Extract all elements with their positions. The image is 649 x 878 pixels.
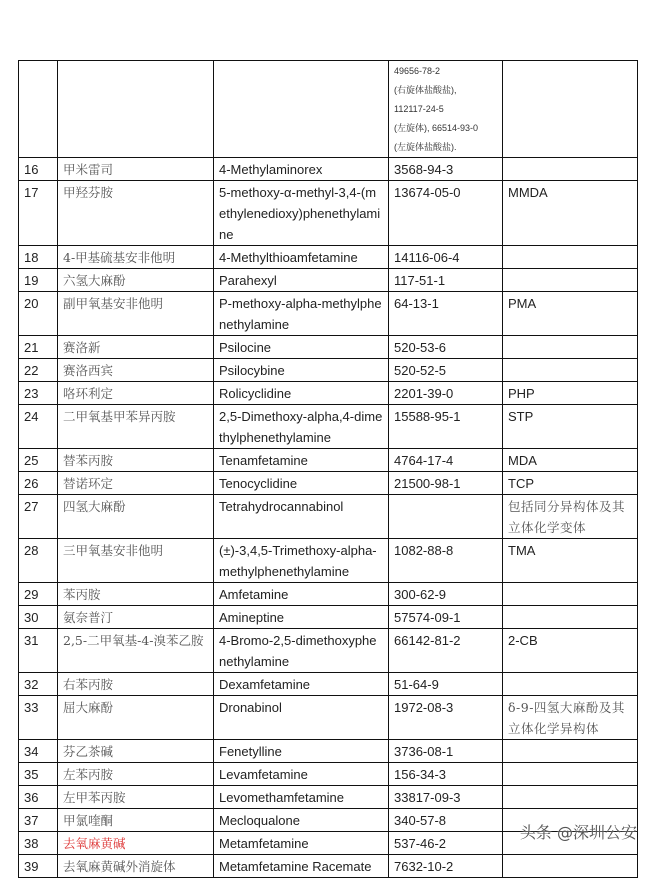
table-row [19,539,638,583]
cell-no: 27 [19,495,58,539]
table-row [19,786,638,809]
cell-cas: 7632-10-2 [389,855,503,878]
cell-note [503,583,638,606]
cell-en-name: Levomethamfetamine [214,786,389,809]
cell-cas: 13674-05-0 [389,181,503,246]
table-row [19,336,638,359]
cell-no: 33 [19,696,58,740]
cell-en-name: Dexamfetamine [214,673,389,696]
cell-note: MMDA [503,181,638,246]
cell-note [503,763,638,786]
cell-en-name: Levamfetamine [214,763,389,786]
cell-no: 21 [19,336,58,359]
cell-cn-name: 4-甲基硫基安非他明 [58,246,214,269]
cell-cn-name: 四氢大麻酚 [58,495,214,539]
cell-no: 29 [19,583,58,606]
table-row [19,696,638,740]
cell-no: 24 [19,405,58,449]
cell-no: 32 [19,673,58,696]
watermark: 头条 @深圳公安 [519,823,637,842]
cell-cas: 117-51-1 [389,269,503,292]
cell-en-name: Dronabinol [214,696,389,740]
cell-cas: 51-64-9 [389,673,503,696]
table-row [19,606,638,629]
cell-cas: 520-52-5 [389,359,503,382]
cell-cn-name: 左甲苯丙胺 [58,786,214,809]
cell-cn-name: 2,5-二甲氧基-4-溴苯乙胺 [58,629,214,673]
cell-no: 36 [19,786,58,809]
cell-cas: 33817-09-3 [389,786,503,809]
cell-cn-name: 去氧麻黄碱 [58,832,214,855]
cell-note: TMA [503,539,638,583]
cell-no: 23 [19,382,58,405]
cell-en-name: Metamfetamine [214,832,389,855]
cell-cas: 340-57-8 [389,809,503,832]
cell-no: 26 [19,472,58,495]
cell-en-name: Tenocyclidine [214,472,389,495]
cell-cn-name: 甲氯喹酮 [58,809,214,832]
cell-cn-name: 二甲氧基甲苯异丙胺 [58,405,214,449]
cell-note [503,740,638,763]
cell-en-name: P-methoxy-alpha-methylphenethylamine [214,292,389,336]
cell-note: TCP [503,472,638,495]
cell-en-name: Parahexyl [214,269,389,292]
cell-en-name [214,61,389,158]
cell-note: PMA [503,292,638,336]
cell-note: 2-CB [503,629,638,673]
cell-en-name: Tetrahydrocannabinol [214,495,389,539]
table-row [19,359,638,382]
cell-en-name: (±)-3,4,5-Trimethoxy-alpha-methylphenethylamine [214,539,389,583]
cas-line: 112117-24-5 [394,104,444,114]
table-row [19,583,638,606]
cas-line: (左旋体盐酸盐). [394,142,457,152]
table-row [19,292,638,336]
cell-cas: 57574-09-1 [389,606,503,629]
cell-cn-name: 咯环利定 [58,382,214,405]
cell-note [503,855,638,878]
table-row [19,181,638,246]
cell-cn-name: 副甲氧基安非他明 [58,292,214,336]
cell-cas: 300-62-9 [389,583,503,606]
cell-note: PHP [503,382,638,405]
cell-cas: 156-34-3 [389,763,503,786]
cell-no: 18 [19,246,58,269]
cell-cas: 14116-06-4 [389,246,503,269]
cell-cas: 3736-08-1 [389,740,503,763]
cell-cn-name: 替诺环定 [58,472,214,495]
cell-en-name: Psilocybine [214,359,389,382]
cas-line: 49656-78-2 [394,66,441,76]
cell-note [503,359,638,382]
cell-cas: 1972-08-3 [389,696,503,740]
table-row-continued [19,61,638,158]
table-row [19,449,638,472]
cell-cn-name: 氨奈普汀 [58,606,214,629]
cell-en-name: Mecloqualone [214,809,389,832]
cell-cn-name: 苯丙胺 [58,583,214,606]
cell-no: 31 [19,629,58,673]
cas-line: (右旋体盐酸盐), [394,85,457,95]
table-row [19,673,638,696]
cell-en-name: 4-Bromo-2,5-dimethoxyphenethylamine [214,629,389,673]
cell-en-name: Amineptine [214,606,389,629]
cell-en-name: 4-Methylthioamfetamine [214,246,389,269]
table-row [19,855,638,878]
table-row [19,629,638,673]
table-row [19,382,638,405]
cell-no: 34 [19,740,58,763]
cell-cn-name: 左苯丙胺 [58,763,214,786]
cell-note [503,673,638,696]
cell-en-name: Psilocine [214,336,389,359]
cell-note: δ-9-四氢大麻酚及其立体化学异构体 [503,696,638,740]
table-row [19,763,638,786]
cell-cn-name: 甲羟芬胺 [58,181,214,246]
cell-note [503,61,638,158]
cell-no: 16 [19,158,58,181]
cell-note [503,786,638,809]
cell-cas [389,495,503,539]
cell-cn-name: 赛洛新 [58,336,214,359]
cell-cas: 15588-95-1 [389,405,503,449]
cell-en-name: Fenetylline [214,740,389,763]
cell-no: 20 [19,292,58,336]
cell-no: 39 [19,855,58,878]
cell-en-name: 5-methoxy-α-methyl-3,4-(methylenedioxy)phenethylamine [214,181,389,246]
cell-note [503,606,638,629]
cell-no: 28 [19,539,58,583]
cell-cas: 66142-81-2 [389,629,503,673]
cell-cn-name: 屈大麻酚 [58,696,214,740]
cell-cas: 64-13-1 [389,292,503,336]
cell-cn-name: 三甲氧基安非他明 [58,539,214,583]
cell-no: 22 [19,359,58,382]
cell-note [503,336,638,359]
cell-cn-name: 赛洛西宾 [58,359,214,382]
cell-note: STP [503,405,638,449]
cell-en-name: Amfetamine [214,583,389,606]
cell-en-name: 2,5-Dimethoxy-alpha,4-dimethylphenethylamine [214,405,389,449]
cell-no: 30 [19,606,58,629]
cell-no: 19 [19,269,58,292]
cell-note [503,246,638,269]
cell-no: 38 [19,832,58,855]
table-row [19,269,638,292]
cell-note [503,269,638,292]
cell-en-name: 4-Methylaminorex [214,158,389,181]
cell-cn-name: 六氢大麻酚 [58,269,214,292]
cell-note: MDA [503,449,638,472]
cell-cas: 520-53-6 [389,336,503,359]
cell-cas: 3568-94-3 [389,158,503,181]
cell-en-name: Metamfetamine Racemate [214,855,389,878]
table-row [19,405,638,449]
table-row [19,158,638,181]
controlled-substances-table [18,60,638,878]
cell-cn-name: 甲米雷司 [58,158,214,181]
table-row [19,495,638,539]
cell-en-name: Tenamfetamine [214,449,389,472]
cell-cas: 4764-17-4 [389,449,503,472]
cell-cn-name: 替苯丙胺 [58,449,214,472]
cell-no: 25 [19,449,58,472]
cell-no: 35 [19,763,58,786]
cell-cn-name: 右苯丙胺 [58,673,214,696]
cell-no: 17 [19,181,58,246]
cell-cn-name: 去氧麻黄碱外消旋体 [58,855,214,878]
cell-cn-name: 芬乙茶碱 [58,740,214,763]
cell-no [19,61,58,158]
cell-cas: 21500-98-1 [389,472,503,495]
cell-no: 37 [19,809,58,832]
cell-cas [389,61,503,158]
cell-cas: 1082-88-8 [389,539,503,583]
cell-note [503,158,638,181]
cell-en-name: Rolicyclidine [214,382,389,405]
table-row [19,246,638,269]
table-row [19,740,638,763]
cas-line: (左旋体), 66514-93-0 [394,123,479,133]
cell-cas: 2201-39-0 [389,382,503,405]
cell-cas: 537-46-2 [389,832,503,855]
cell-cn-name [58,61,214,158]
table-row [19,472,638,495]
cell-note: 包括同分异构体及其立体化学变体 [503,495,638,539]
